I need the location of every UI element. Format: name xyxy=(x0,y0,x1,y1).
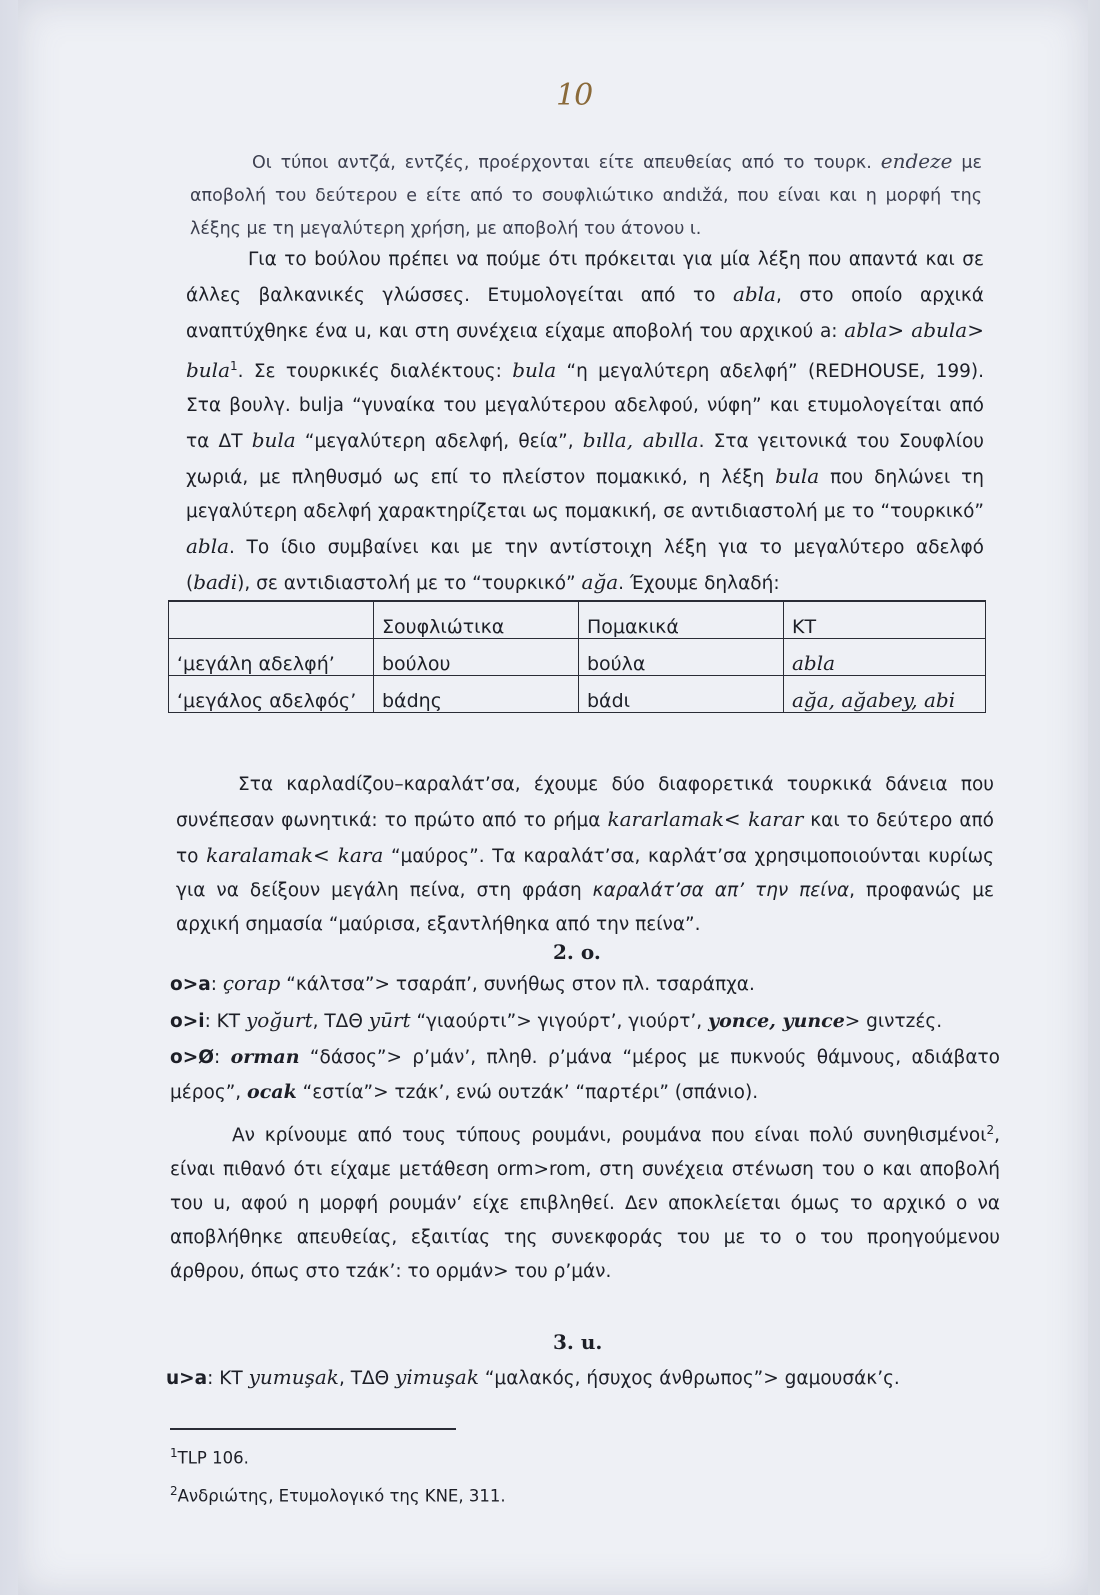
paragraph-text: ), σε αντιδιαστολή με το “τουρκικό” xyxy=(237,573,582,595)
line-text: , ΤΔΘ xyxy=(338,1368,396,1389)
paragraph-text: . Σε τουρκικές διαλέκτους: xyxy=(237,361,513,383)
paragraph-text: , στο οποίο αρχικά αναπτύχθηκε ένα u, και στη συνέχεια είχαμε αποβολή του αρχικού a: xyxy=(186,285,984,342)
table-cell: boύλα xyxy=(579,639,784,676)
example-line xyxy=(170,1003,942,1039)
line-text: : xyxy=(213,1047,231,1068)
footnote-marker: 1 xyxy=(230,359,238,373)
line-text: “μαλακός, ήσυχος άνθρωπος”> gαμουσάκ’ς. xyxy=(478,1368,900,1389)
sound-change-key: o>Ø xyxy=(170,1047,214,1068)
transliterated-word: yumuşak xyxy=(248,1365,339,1389)
paragraph-1 xyxy=(190,145,982,246)
table-cell: boύλου xyxy=(374,639,579,676)
line-text: , ΤΔΘ xyxy=(312,1011,369,1032)
transliterated-word: abla xyxy=(186,534,230,559)
example-line xyxy=(170,966,755,1002)
sound-change-key: o>i xyxy=(170,1011,205,1032)
line-text: “δάσος”> ρ’μάν’, πληθ. ρ’μάνα “μέρος με πυκνούς θάμνους, αδιάβατο μέρος”, xyxy=(170,1047,1000,1103)
paragraph-text: , προφανώς με αρχική σημασία “μαύρισα, εξαντλήθηκα από την πείνα”. xyxy=(176,880,994,935)
transliterated-word: yūrt xyxy=(368,1008,411,1032)
paragraph-text: με αποβολή του δεύτερου e είτε από το σουφλιώτικο αndιžά, που είναι και η μορφή της λέξης με τη μεγαλύτερη χρήση, με αποβολή του άτονου ι. xyxy=(190,153,983,239)
transliterated-word: çorap xyxy=(222,971,281,995)
transliterated-word: abla> abula> bula xyxy=(186,318,984,383)
paragraph-2 xyxy=(186,243,984,601)
transliterated-word: ağa xyxy=(581,570,619,595)
footnote-separator xyxy=(170,1428,456,1430)
footnote-number: 2 xyxy=(170,1484,178,1498)
example-line xyxy=(170,1040,1000,1110)
paragraph-text: “η μεγαλύτερη αδελφή” (REDHOUSE, 199). Στα βουλγ. bulja “γυναίκα του μεγαλύτερου αδελφού, νύφη” και ετυμολογείται από τα ΔΤ xyxy=(186,361,984,453)
paragraph-text: “μεγαλύτερη αδελφή, θεία”, xyxy=(295,431,583,453)
transliterated-word: orman xyxy=(230,1046,300,1068)
line-text: > gιντzές. xyxy=(844,1011,943,1032)
paragraph-text: . Το ίδιο συμβαίνει και με την αντίστοιχη λέξη για το μεγαλύτερο αδελφό ( xyxy=(186,537,984,595)
paragraph-text: Στα καρλαdίζου–καραλάτ’σα, έχουμε δύο διαφορετικά τουρκικά δάνεια που συνέπεσαν φωνητικά: το πρώτο από το ρήμα xyxy=(176,774,994,831)
footnote-text: TLP 106. xyxy=(177,1448,249,1468)
transliterated-word: ocak xyxy=(247,1081,297,1103)
section-heading: 2. o. xyxy=(553,940,601,964)
transliterated-word: endeze xyxy=(880,149,953,173)
paragraph-text: “μαύρος”. Τα καραλάτ’σα, καρλάτ’σα χρησιμοποιούνται κυρίως για να δείξουν μεγάλη πείνα, στη φράση xyxy=(176,846,995,901)
paragraph-3 xyxy=(176,768,994,942)
table-row xyxy=(169,639,986,676)
comparison-table xyxy=(168,600,986,713)
section-heading: 3. u. xyxy=(553,1330,603,1354)
paragraph-text: Αν κρίνουμε από τους τύπους ρουμάνι, ρουμάνα που είναι πολύ συνηθισμένοι xyxy=(232,1125,987,1147)
line-text: “γιαούρτι”> γιγούρτ’, γιούρτ’, xyxy=(410,1011,709,1032)
table-row xyxy=(169,676,986,713)
table-cell-text: abla xyxy=(792,651,836,675)
footnote-text: Ανδριώτης, Ετυμολογικό της ΚΝΕ, 311. xyxy=(177,1486,506,1506)
transliterated-word: karalamak< kara xyxy=(206,843,384,867)
footnote-marker: 2 xyxy=(986,1123,995,1137)
table-cell: bάdι xyxy=(579,676,784,713)
line-text: : ΚΤ xyxy=(207,1368,249,1389)
transliterated-word: bula xyxy=(512,358,557,383)
line-text: : ΚΤ xyxy=(204,1011,246,1032)
transliterated-word: kararlamak< karar xyxy=(607,807,804,831)
transliterated-word: yoğurt xyxy=(246,1008,313,1032)
document-page xyxy=(18,0,1088,1595)
transliterated-word: bula xyxy=(775,464,820,489)
transliterated-word: bılla, abılla xyxy=(582,428,699,453)
line-text: “κάλτσα”> τσαράπ’, συνήθως στον πλ. τσαράπχα. xyxy=(280,974,755,995)
line-text: “εστία”> τzάκ’, ενώ ουτzάκ’ “παρτέρι” (σπάνιο). xyxy=(296,1082,759,1103)
paragraph-text: Οι τύποι αντζά, εντζές, προέρχονται είτε απευθείας από το τουρκ. xyxy=(252,153,881,173)
table-cell: ‘μεγάλος αδελφός’ xyxy=(169,676,374,713)
paragraph-text: που δηλώνει τη μεγαλύτερη αδελφή χαρακτηρίζεται ως πομακική, σε αντιδιαστολή με το “τουρκικό” xyxy=(186,467,984,523)
page-number: 10 xyxy=(556,78,593,113)
table-header-cell: ΚΤ xyxy=(784,601,986,639)
table-cell-text: ağa, ağabey, abi xyxy=(792,688,956,712)
example-line xyxy=(166,1360,900,1396)
transliterated-word: abla xyxy=(732,282,776,306)
transliterated-word: yimuşak xyxy=(395,1365,479,1389)
table-header-cell: Πομακικά xyxy=(579,601,784,639)
italic-phrase: καραλάτ’σα απ’ την πείνα xyxy=(592,880,850,901)
paragraph-text: , είναι πιθανό ότι είχαμε μετάθεση orm>rom, στη συνέχεια στένωση του o και αποβολή του u, αφού η μορφή ρουμάν’ είχε επιβληθεί. Δεν αποκλείεται όμως το αρχικό o να αποβλήθηκε απευθείας, εξαιτίας της συνεκφοράς του με το ο του προηγούμενου άρθρου, όπως στο τzάκ’: το ορμάν> του ρ’μάν. xyxy=(170,1125,1000,1283)
footnote xyxy=(170,1446,249,1468)
table-cell: bάdης xyxy=(374,676,579,713)
table-header-cell xyxy=(169,601,374,639)
paragraph-4 xyxy=(170,1113,1000,1289)
table-cell xyxy=(784,676,986,713)
paragraph-text: Για το boύλου πρέπει να πούμε ότι πρόκειται για μία λέξη που απαντά και σε άλλες βαλκανικές γλώσσες. Ετυμολογείται από το xyxy=(186,249,984,306)
transliterated-word: badi xyxy=(193,570,238,595)
footnote-number: 1 xyxy=(170,1446,178,1460)
sound-change-key: u>a xyxy=(166,1368,208,1389)
table-header-row xyxy=(169,601,986,639)
table-header-cell: Σουφλιώτικα xyxy=(374,601,579,639)
paragraph-text: . Έχουμε δηλαδή: xyxy=(618,573,780,595)
table-cell: ‘μεγάλη αδελφή’ xyxy=(169,639,374,676)
sound-change-key: o>a xyxy=(170,974,211,995)
transliterated-word: bula xyxy=(251,428,296,453)
transliterated-word: yonce, yunce xyxy=(708,1010,845,1032)
paragraph-text: και το δεύτερο από το xyxy=(176,810,994,867)
paragraph-text: . Στα γειτονικά του Σουφλίου χωριά, με πληθυσμό ως επί το πλείστον πομακικό, η λέξη xyxy=(186,431,984,489)
table-cell xyxy=(784,639,986,676)
line-text: : xyxy=(210,974,223,995)
footnote xyxy=(170,1484,506,1506)
